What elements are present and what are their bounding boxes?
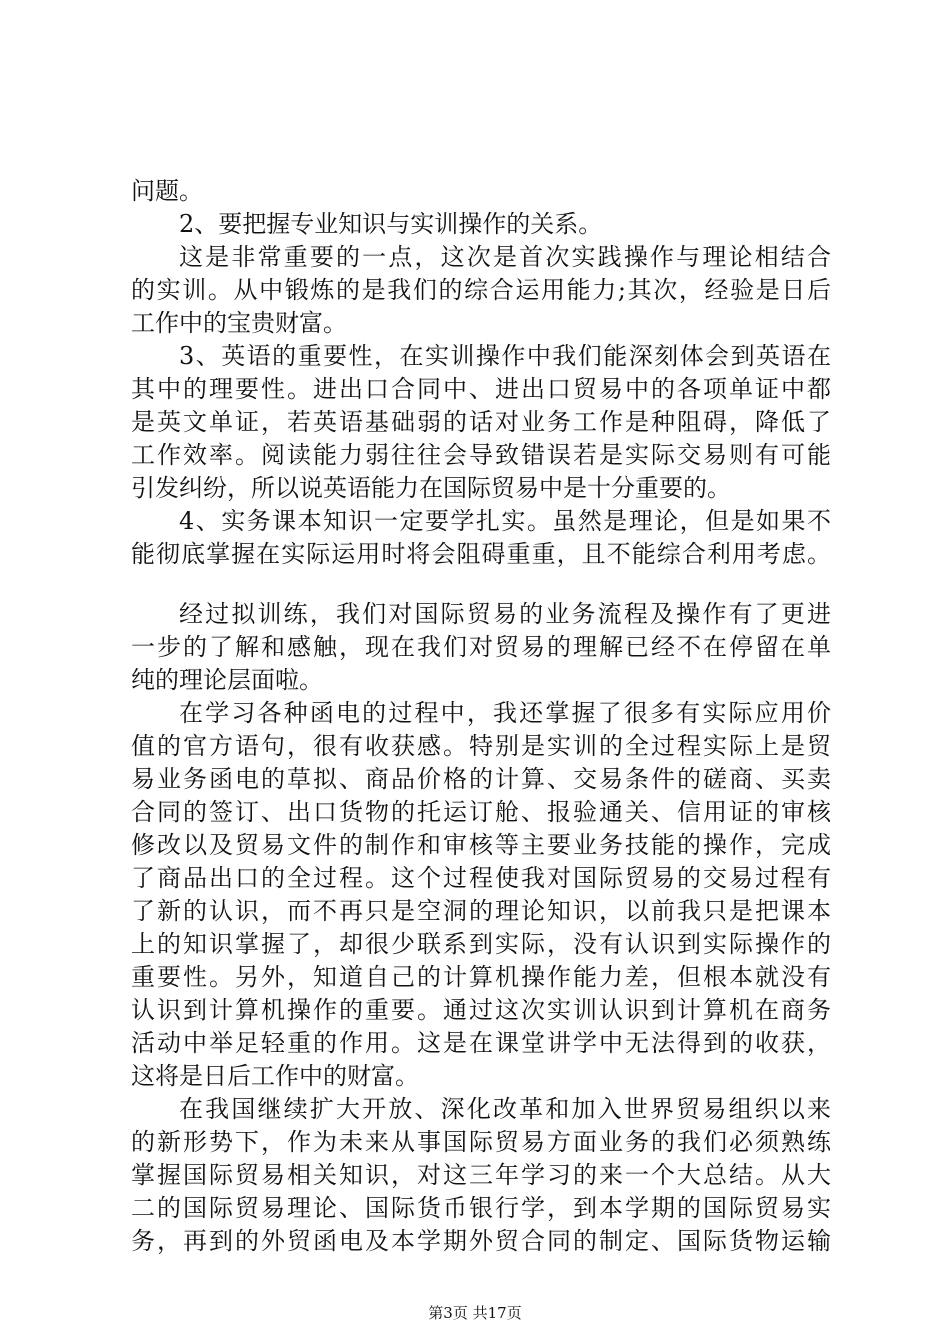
text-line: 问题。 bbox=[131, 177, 203, 205]
text-line: 合同的签订、出口货物的托运订舱、报验通关、信用证的审核 bbox=[131, 798, 831, 826]
text-line: 是英文单证，若英语基础弱的话对业务工作是种阻碍，降低了 bbox=[131, 408, 831, 436]
text-line: 务，再到的外贸函电及本学期外贸合同的制定、国际货物运输 bbox=[131, 1227, 831, 1255]
text-line: 经过拟训练，我们对国际贸易的业务流程及操作有了更进 bbox=[179, 600, 831, 628]
text-line: 这是非常重要的一点，这次是首次实践操作与理论相结合 bbox=[179, 243, 831, 271]
text-line: 工作中的宝贵财富。 bbox=[131, 309, 347, 337]
text-line: 工作效率。阅读能力弱往往会导致错误若是实际交易则有可能 bbox=[131, 441, 831, 469]
text-line: 认识到计算机操作的重要。通过这次实训认识到计算机在商务 bbox=[131, 996, 831, 1024]
text-line: 3、英语的重要性，在实训操作中我们能深刻体会到英语在 bbox=[179, 342, 831, 370]
text-line: 的实训。从中锻炼的是我们的综合运用能力;其次，经验是日后 bbox=[131, 276, 831, 304]
text-line: 在我国继续扩大开放、深化改革和加入世界贸易组织以来 bbox=[179, 1095, 831, 1123]
text-line: 引发纠纷，所以说英语能力在国际贸易中是十分重要的。 bbox=[131, 474, 731, 502]
text-line: 能彻底掌握在实际运用时将会阻碍重重，且不能综合利用考虑。 bbox=[131, 540, 831, 568]
text-line: 一步的了解和感触，现在我们对贸易的理解已经不在停留在单 bbox=[131, 633, 831, 661]
text-line: 掌握国际贸易相关知识，对这三年学习的来一个大总结。从大 bbox=[131, 1161, 831, 1189]
text-line: 修改以及贸易文件的制作和审核等主要业务技能的操作，完成 bbox=[131, 831, 831, 859]
text-line: 2、要把握专业知识与实训操作的关系。 bbox=[179, 210, 603, 238]
text-line: 在学习各种函电的过程中，我还掌握了很多有实际应用价 bbox=[179, 699, 831, 727]
page-number-footer: 第3页 共17页 bbox=[428, 1304, 522, 1322]
text-line: 活动中举足轻重的作用。这是在课堂讲学中无法得到的收获， bbox=[131, 1029, 831, 1057]
text-line: 4、实务课本知识一定要学扎实。虽然是理论，但是如果不 bbox=[179, 507, 831, 535]
text-line: 上的知识掌握了，却很少联系到实际，没有认识到实际操作的 bbox=[131, 930, 831, 958]
text-line: 纯的理论层面啦。 bbox=[131, 666, 323, 694]
text-line: 了新的认识，而不再只是空洞的理论知识，以前我只是把课本 bbox=[131, 897, 831, 925]
text-line: 的新形势下，作为未来从事国际贸易方面业务的我们必须熟练 bbox=[131, 1128, 831, 1156]
text-line: 易业务函电的草拟、商品价格的计算、交易条件的磋商、买卖 bbox=[131, 765, 831, 793]
text-line: 其中的理要性。进出口合同中、进出口贸易中的各项单证中都 bbox=[131, 375, 831, 403]
text-line: 值的官方语句，很有收获感。特别是实训的全过程实际上是贸 bbox=[131, 732, 831, 760]
text-line: 二的国际贸易理论、国际货币银行学，到本学期的国际贸易实 bbox=[131, 1194, 831, 1222]
text-line: 这将是日后工作中的财富。 bbox=[131, 1062, 419, 1090]
text-line: 了商品出口的全过程。这个过程使我对国际贸易的交易过程有 bbox=[131, 864, 831, 892]
text-line: 重要性。另外，知道自己的计算机操作能力差，但根本就没有 bbox=[131, 963, 831, 991]
